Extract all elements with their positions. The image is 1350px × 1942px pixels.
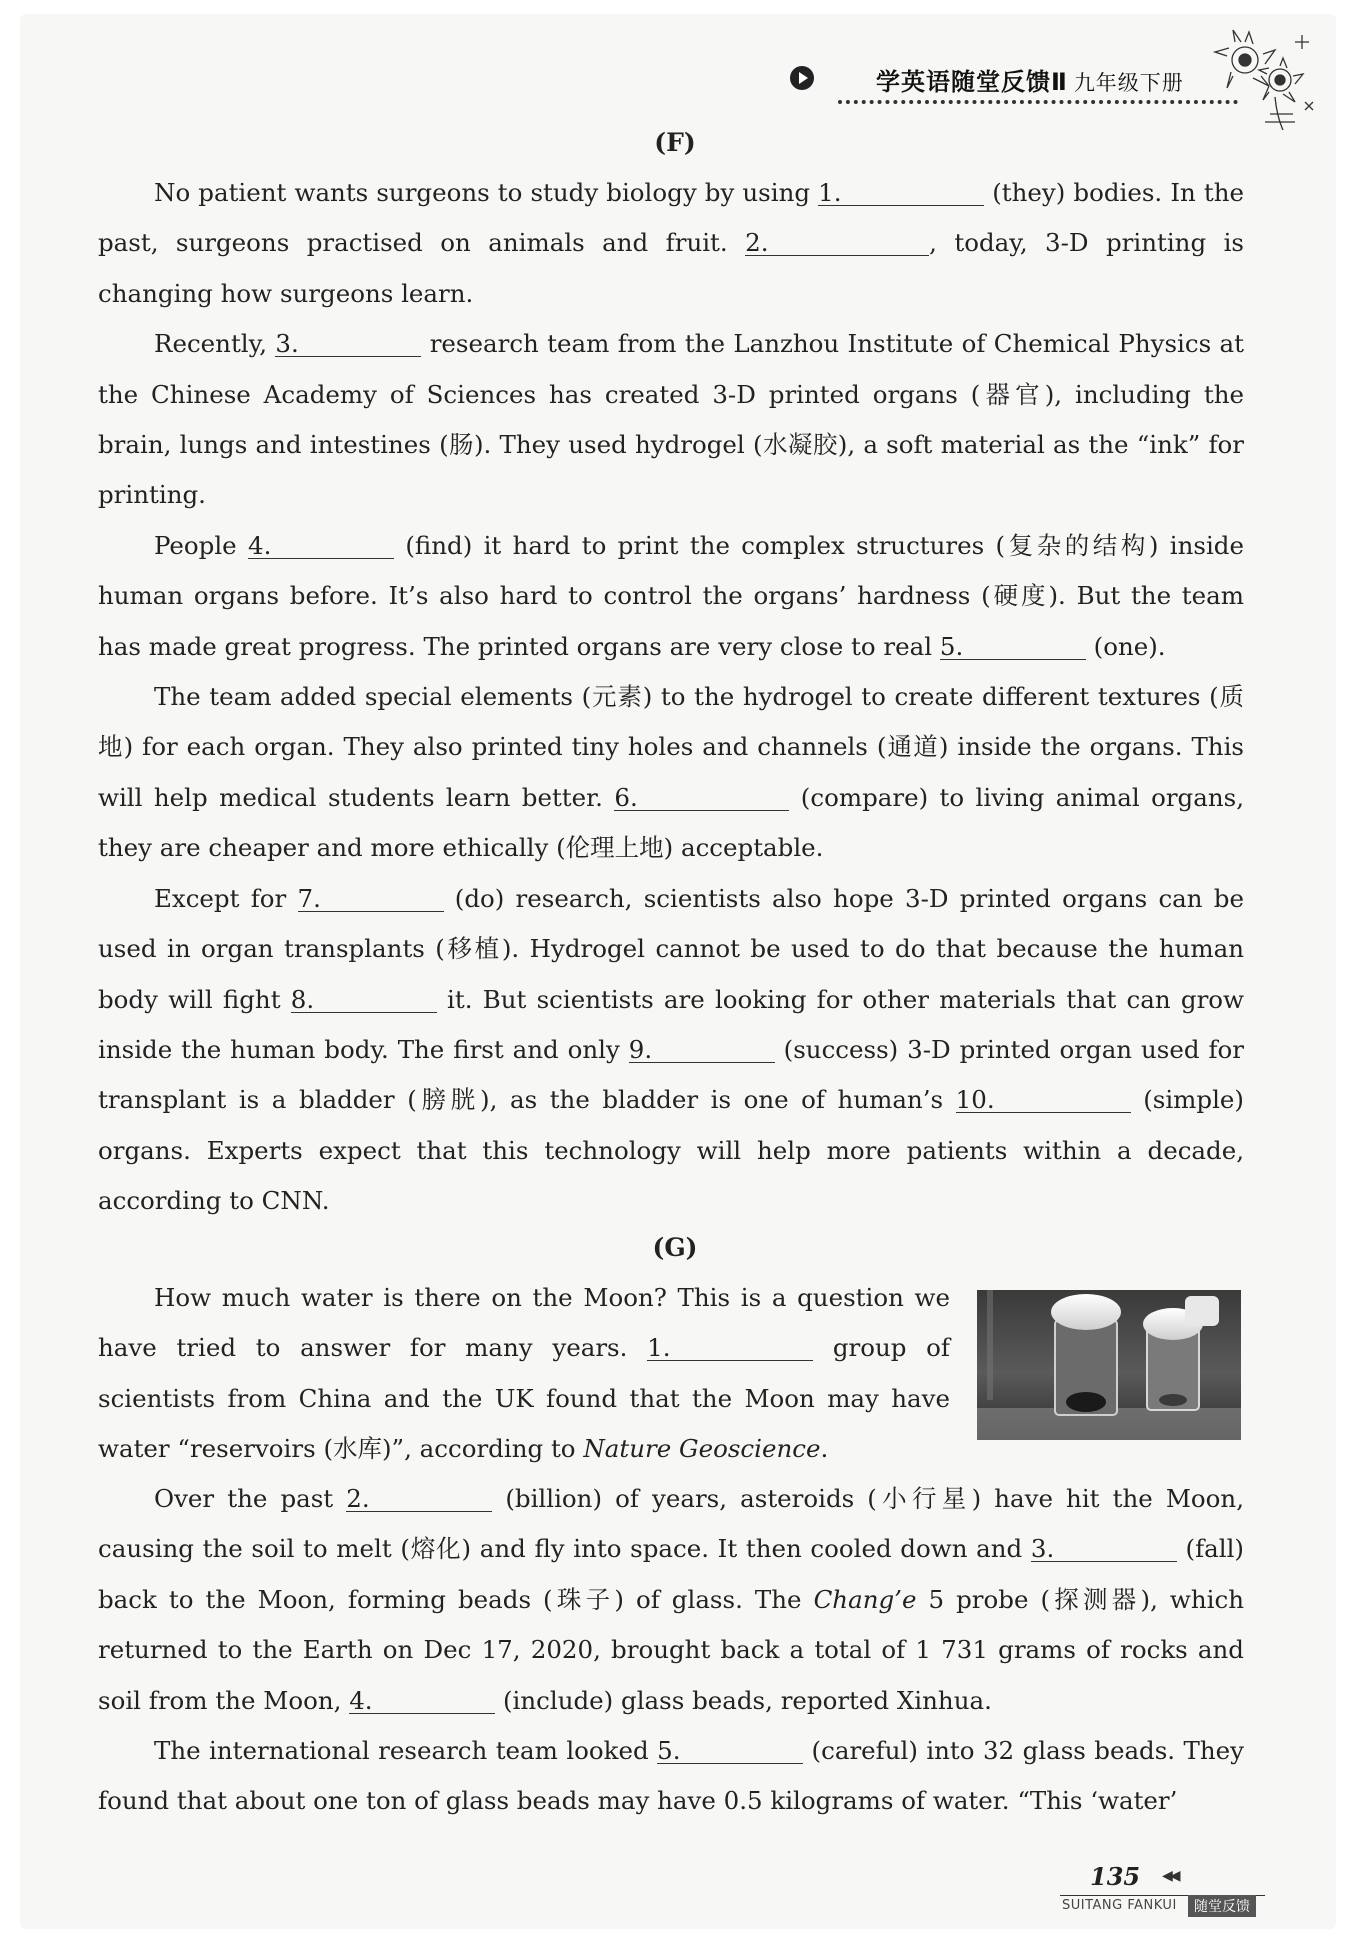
paragraph (98, 1474, 1244, 1726)
text-run: 5 probe (探测器), which returned to the Earth on Dec 17, 2020, brought back a total of 1 731 grams of rocks and soil from the Moon, (98, 1584, 1244, 1715)
answer-blank[interactable]: 1. (818, 181, 984, 206)
section-f-body (98, 168, 1244, 1227)
answer-blank[interactable]: 4. (248, 534, 394, 559)
answer-blank[interactable]: 2. (346, 1487, 492, 1512)
text-run: The team added special elements (元素) to the hydrogel to create different textures (质地) for each organ. They also printed tiny holes and channels (通道) inside the organs. This will help medical students learn better. (98, 682, 1244, 812)
footer-label-cn: 随堂反馈 (1188, 1895, 1256, 1917)
text-run: Recently, (154, 329, 276, 359)
section-g-title: (G) (652, 1233, 698, 1262)
section-g-body (98, 1474, 1244, 1827)
text-run: People (154, 530, 248, 560)
paragraph (98, 168, 1244, 319)
paragraph (98, 521, 1244, 672)
glass-vials-photo (977, 1290, 1241, 1440)
footer-label-en: SUITANG FANKUI (1062, 1898, 1177, 1913)
paragraph (98, 1726, 1244, 1827)
play-icon (790, 66, 814, 90)
text-run: (one). (1085, 631, 1166, 661)
text-run: (do) research, scientists also hope 3-D printed organs can be used in organ transplants (移植). Hydrogel cannot be used to do that because the human body will fight (98, 883, 1244, 1014)
text-run: Except for (154, 883, 298, 913)
section-g-intro (98, 1273, 950, 1475)
text-run: (success) 3-D printed organ used for transplant is a bladder (膀胱), as the bladder is one of human’s (98, 1034, 1244, 1115)
answer-blank[interactable]: 6. (614, 786, 789, 811)
answer-blank[interactable]: 8. (291, 988, 437, 1013)
text-run: (careful) into 32 glass beads. They found that about one ton of glass beads may have 0.5 kilograms of water. “This ‘water’ (98, 1736, 1244, 1816)
text-run: it. But scientists are looking for other materials that can grow inside the human body. The first and only (98, 984, 1244, 1064)
answer-blank[interactable]: 3. (275, 332, 421, 357)
answer-blank[interactable]: 5. (657, 1739, 803, 1764)
book-title: 学英语随堂反馈Ⅱ 九年级下册 (876, 68, 1184, 96)
header-dotted-rule (838, 100, 1238, 104)
answer-blank[interactable]: 1. (647, 1336, 813, 1361)
text-run: (fall) back to the Moon, forming beads (珠子) of glass. The (98, 1534, 1244, 1614)
text-run: (find) it hard to print the complex structures (复杂的结构) inside human organs before. It’s also hard to control the organs’ hardness (硬度). But the team has made great progress. The printed organs are very close to real (98, 530, 1244, 661)
answer-blank[interactable]: 9. (629, 1038, 775, 1063)
text-run: (simple) organs. Experts expect that this technology will help more patients within a decade, according to CNN. (98, 1085, 1244, 1216)
text-run: research team from the Lanzhou Institute of Chemical Physics at the Chinese Academy of Sciences has created 3-D printed organs (器官), including the brain, lungs and intestines (肠). They used hydrogel (水凝胶), a soft material as the “ink” for printing. (98, 329, 1244, 510)
paragraph (98, 874, 1244, 1227)
section-f-title: (F) (654, 128, 696, 157)
text-run: (billion) of years, asteroids (小行星) have hit the Moon, causing the soil to melt (熔化) and fly into space. It then cooled down and (98, 1484, 1244, 1564)
text-run: . (820, 1434, 829, 1464)
text-run: group of scientists from China and the UK found that the Moon may have water “reservoirs (水库)”, according to (98, 1333, 950, 1464)
answer-blank[interactable]: 10. (956, 1088, 1131, 1113)
paragraph (98, 1273, 950, 1475)
page-header (790, 62, 1240, 102)
answer-blank[interactable]: 2. (745, 231, 929, 256)
paragraph (98, 672, 1244, 874)
book-subtitle: 九年级下册 (1073, 71, 1184, 95)
text-run: The international research team looked (154, 1736, 658, 1766)
answer-blank[interactable]: 5. (940, 635, 1086, 660)
text-run: (compare) to living animal organs, they are cheaper and more ethically (伦理上地) acceptable. (98, 782, 1244, 863)
answer-blank[interactable]: 4. (349, 1689, 495, 1714)
text-run: , today, 3-D printing is changing how surgeons learn. (98, 228, 1244, 308)
double-left-arrow-icon: ◀◀ (1162, 1868, 1178, 1884)
sunflower-decoration-icon (1205, 22, 1315, 132)
paragraph (98, 319, 1244, 521)
answer-blank[interactable]: 7. (298, 887, 444, 912)
text-run: (include) glass beads, reported Xinhua. (495, 1685, 992, 1715)
text-run: No patient wants surgeons to study biology by using (154, 178, 819, 207)
text-run: How much water is there on the Moon? This is a question we have tried to answer for many years. (98, 1283, 950, 1363)
italic-text: Chang’e (813, 1584, 917, 1614)
text-run: (they) bodies. In the past, surgeons practised on animals and fruit. (98, 178, 1244, 258)
page-number: 135 (1090, 1862, 1141, 1891)
italic-text: Nature Geoscience (583, 1434, 821, 1464)
answer-blank[interactable]: 3. (1031, 1537, 1177, 1562)
text-run: Over the past (154, 1484, 347, 1513)
